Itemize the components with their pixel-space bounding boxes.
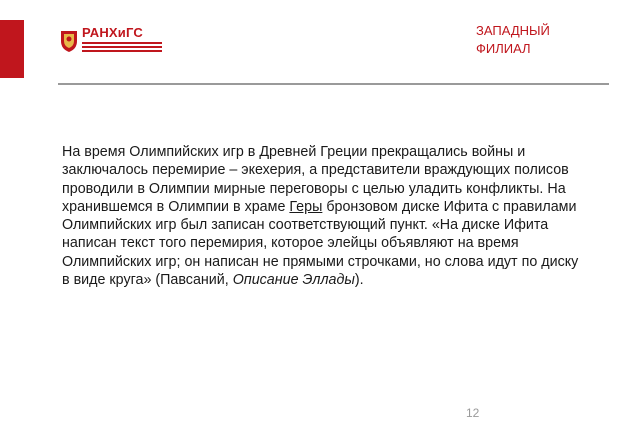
ranepa-logo bbox=[58, 25, 168, 57]
paragraph-part-1: На время Олимпийских игр в Древней Греции прекращались войны и заключалось перемирие – экехерия, а представители враждующих полисов проводили в Олимпии мирные переговоры с целью уладить конфликты. На хранившемся в Олимпии в храме bbox=[62, 144, 569, 215]
accent-bar bbox=[0, 20, 24, 78]
logo-text: РАНХиГС bbox=[82, 25, 143, 40]
paragraph-part-3: ). bbox=[354, 272, 364, 289]
header-divider bbox=[58, 83, 609, 85]
hera-link[interactable]: Геры bbox=[289, 198, 323, 215]
branch-line-1: ЗАПАДНЫЙ bbox=[476, 23, 550, 38]
page-number: 12 bbox=[466, 406, 480, 420]
paragraph-part-2: бронзовом диске Ифита с правилами Олимпийских игр был записан соответствующий пункт. «На диске Ифита написан текст того перемирия, которое элейцы объявляют на время Олимпийских игр; он написан не прямыми строчками, но слова идут по диску в виде круга» (Павсаний, bbox=[62, 198, 579, 289]
branch-label bbox=[476, 22, 550, 58]
logo-subtitle-lines bbox=[82, 42, 162, 54]
branch-line-2: ФИЛИАЛ bbox=[476, 41, 531, 56]
emblem-icon bbox=[58, 27, 80, 53]
source-title: Описание Эллады bbox=[232, 272, 355, 289]
main-paragraph bbox=[62, 143, 582, 289]
